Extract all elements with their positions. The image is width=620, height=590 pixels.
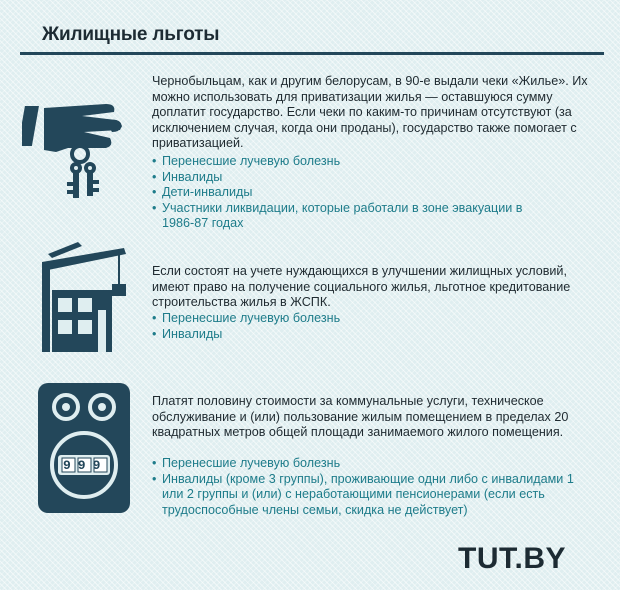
list-item: • Инвалиды	[152, 327, 592, 343]
list-item: • Участники ликвидации, которые работали в зоне эвакуации в 1986-87 годах	[152, 201, 542, 232]
utility-meter-icon	[38, 383, 130, 513]
list-item: • Перенесшие лучевую болезнь	[152, 311, 592, 327]
list-item: • Дети-инвалиды	[152, 185, 592, 201]
header	[20, 14, 604, 55]
construction-crane-building-icon	[38, 240, 130, 352]
list-item: • Перенесшие лучевую болезнь	[152, 456, 592, 472]
list-item: • Инвалиды (кроме 3 группы), проживающие одни либо с инвалидами 1 или 2 группы и (или) с неработающими пенсионерами (если есть трудоспособные члены семьи, скидка не действует)	[152, 472, 592, 519]
section-3-list	[152, 456, 592, 518]
section-2-paragraph: Если состоят на учете нуждающихся в улучшении жилищных условий, имеют право на получение социального жилья, льготное кредитование строительства жилья в ЖСПК.	[152, 264, 571, 310]
section-1-paragraph: Чернобыльцам, как и другим белорусам, в 90-е выдали чеки «Жилье». Их можно использовать для приватизации жилья — оставшуюся сумму доплатит государство. Если чеки по каким-то причинам отсутствуют (за исключением случая, когда они проданы), государство также помогает с приватизацией.	[152, 74, 588, 151]
meter-digits: 999	[63, 458, 108, 473]
section-2-list	[152, 311, 592, 342]
tutby-logo[interactable]: TUT.BY	[458, 542, 566, 575]
page-title: Жилищные льготы	[42, 24, 220, 45]
list-item: • Перенесшие лучевую болезнь	[152, 154, 592, 170]
section-3-paragraph: Платят половину стоимости за коммунальные услуги, техническое обслуживание и (или) пользование жилым помещением в пределах 20 квадратных метров общей площади занимаемого жилого помещения.	[152, 394, 569, 440]
hand-with-keys-icon	[22, 100, 134, 205]
section-1-list	[152, 154, 592, 232]
list-item: • Инвалиды	[152, 170, 592, 186]
